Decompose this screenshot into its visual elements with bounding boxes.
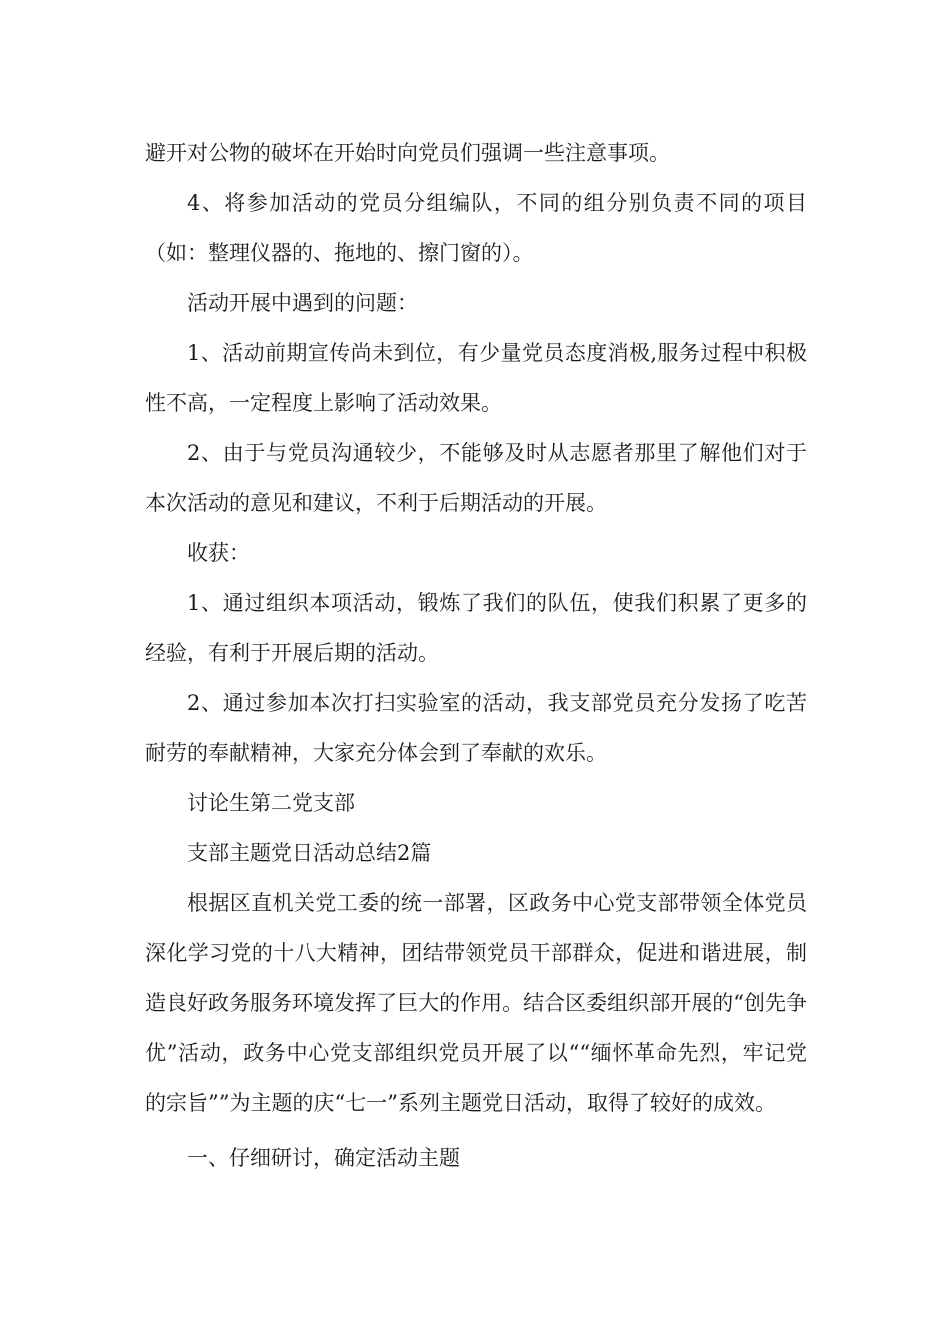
paragraph-item-4: 4、将参加活动的党员分组编队，不同的组分别负责不同的项目（如：整理仪器的、拖地的、擦门窗的）。 — [145, 191, 807, 265]
paragraph-section-title: 支部主题党日活动总结2篇 — [187, 841, 432, 865]
paragraph-intro: 根据区直机关党工委的统一部署，区政务中心党支部带领全体党员深化学习党的十八大精神，团结带领党员干部群众，促进和谐进展，制造良好政务服务环境发挥了巨大的作用。结合区委组织部开展的“创先争优”活动，政务中心党支部组织党员开展了以““缅怀革命先烈，牢记党的宗旨””为主题的庆“七一”系列主题党日活动，取得了较好的成效。 — [145, 891, 807, 1115]
paragraph-signature: 讨论生第二党支部 — [187, 791, 355, 815]
paragraph-subheading-1: 一、仔细研讨，确定活动主题 — [187, 1146, 460, 1170]
paragraph-gain-2: 2、通过参加本次打扫实验室的活动，我支部党员充分发扬了吃苦耐劳的奉献精神，大家充分体会到了奉献的欢乐。 — [145, 691, 807, 765]
paragraph-gain-1: 1、通过组织本项活动，锻炼了我们的队伍，使我们积累了更多的经验，有利于开展后期的活动。 — [145, 591, 807, 665]
document-page — [145, 128, 807, 1183]
paragraph-problem-2: 2、由于与党员沟通较少，不能够及时从志愿者那里了解他们对于本次活动的意见和建议，不利于后期活动的开展。 — [145, 441, 807, 515]
paragraph-gains-heading: 收获： — [187, 541, 250, 565]
paragraph-continuation: 避开对公物的破坏在开始时向党员们强调一些注意事项。 — [145, 141, 670, 165]
paragraph-problem-1: 1、活动前期宣传尚未到位，有少量党员态度消极,服务过程中积极性不高，一定程度上影响了活动效果。 — [145, 341, 807, 415]
paragraph-problems-heading: 活动开展中遇到的问题： — [187, 291, 418, 315]
